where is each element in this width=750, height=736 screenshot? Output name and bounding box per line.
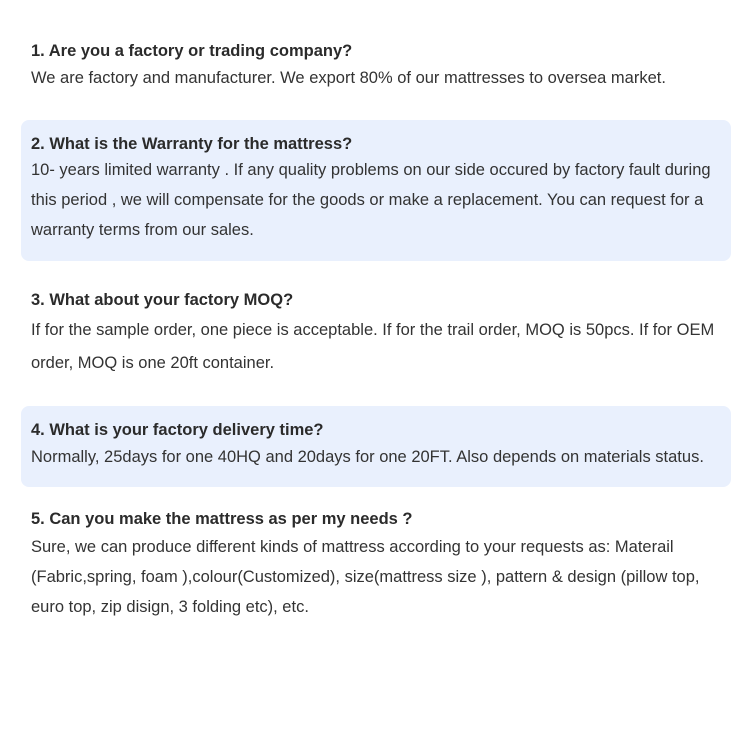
faq-answer-4: Normally, 25days for one 40HQ and 20days for one 20FT. Also depends on materials status. xyxy=(31,448,704,466)
faq-item-5 xyxy=(21,505,731,625)
faq-question-3: 3. What about your factory MOQ? xyxy=(31,291,294,309)
faq-question-5: 5. Can you make the mattress as per my needs ? xyxy=(31,510,413,528)
faq-answer-5: Sure, we can produce different kinds of mattress according to your requests as: Materail (Fabric,spring, foam ),colour(Customized), size(mattress size ), pattern & design (pillow top, euro top, zip disign, 3 folding etc), etc. xyxy=(31,538,700,616)
faq-answer-3: If for the sample order, one piece is acceptable. If for the trail order, MOQ is 50pcs. If for OEM order, MOQ is one 20ft container. xyxy=(31,321,715,372)
faq-item-4 xyxy=(21,406,731,487)
faq-question-4: 4. What is your factory delivery time? xyxy=(31,421,324,439)
faq-item-1 xyxy=(21,38,731,102)
faq-item-2 xyxy=(21,120,731,261)
faq-question-2: 2. What is the Warranty for the mattress? xyxy=(31,135,353,153)
faq-answer-2: 10- years limited warranty . If any quality problems on our side occured by factory fault during this period , we will compensate for the goods or make a replacement. You can request for a warranty terms from our sales. xyxy=(31,161,711,239)
faq-answer-1: We are factory and manufacturer. We export 80% of our mattresses to oversea market. xyxy=(31,69,666,87)
faq-item-3 xyxy=(21,287,731,387)
faq-question-1: 1. Are you a factory or trading company? xyxy=(31,42,353,60)
